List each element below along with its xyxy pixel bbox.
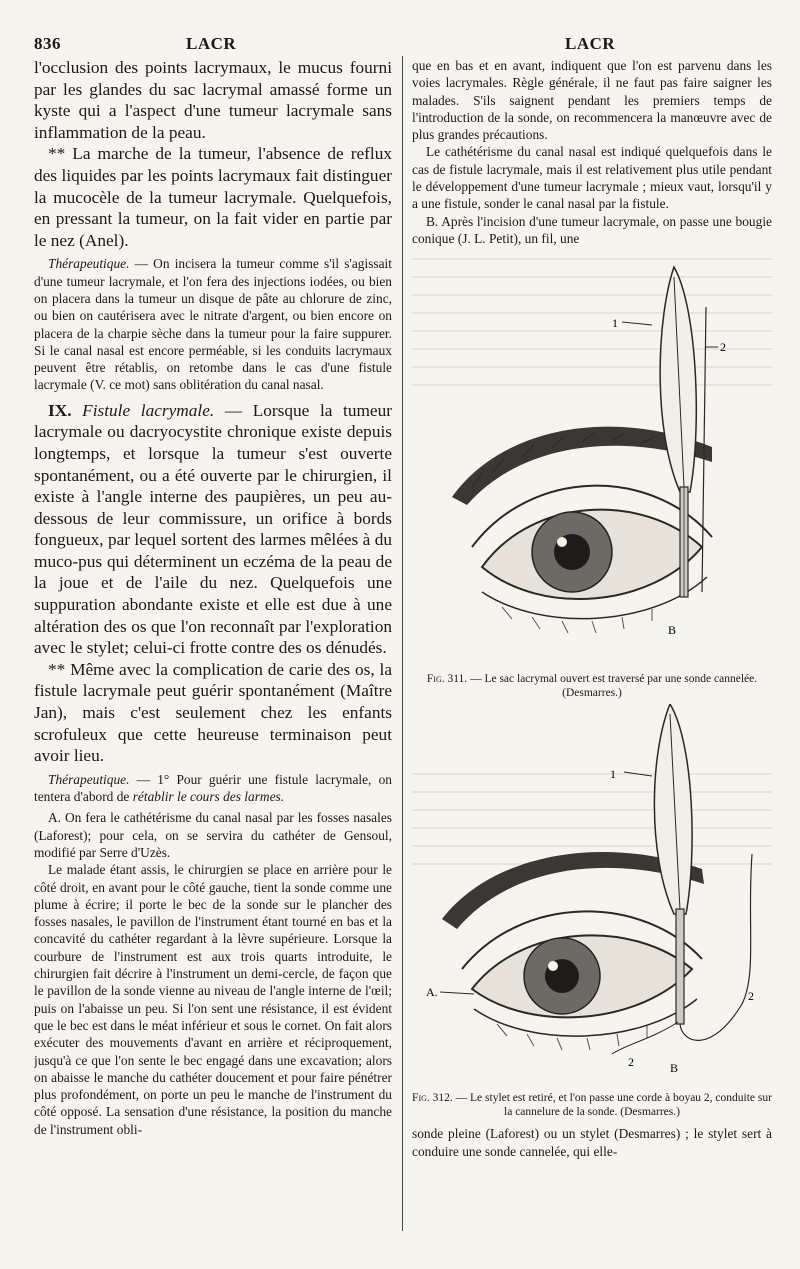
section-title: Fistule lacrymale. <box>82 400 215 420</box>
fig-label: B <box>670 1061 679 1076</box>
eye-illustration-312 <box>412 704 772 1084</box>
paragraph: que en bas et en avant, indiquent que l'on est parvenu dans les voies lacrymales. Règle générale, il ne faut pas faire saigner les malades. S'ils saignent pendant les premiers temps de l'introduction de la sonde, on recommencera la manœuvre avec de plus grandes précautions. <box>412 58 772 143</box>
left-column <box>34 57 392 1232</box>
paragraph: ** La marche de la tumeur, l'absence de reflux des liquides par les points lacrymaux fait distinguer la mucocèle de la tumeur lacrymale. Quelquefois, en pressant la tumeur, on la fait vider en partie par le nez (Anel). <box>34 144 392 250</box>
paragraph: sonde pleine (Laforest) ou un stylet (Desmarres) ; le stylet sert à conduire une sonde cannelée, qui elle- <box>412 1126 772 1159</box>
figure-caption-312: Fig. 312. — Le stylet est retiré, et l'on passe une corde à boyau 2, conduite sur la cannelure de la sonde. (Desmarres.) <box>412 1092 772 1119</box>
section-heading-paragraph: IX. Fistule lacrymale. — Lorsque la tumeur lacrymale ou dacryocystite chronique existe depuis longtemps, et lorsque la tumeur s'est ouverte spontanément, ou a été ouverte par le chirurgien, il existe à l'angle interne des paupières, un peu au-dessous de leur commissure, un orifice à bords fongueux, par lequel sortent des larmes mêlées à du muco-pus qui déterminent un eczéma de la peau de la joue et de l'aile du nez. Quelquefois une suppuration abondante existe et elle est due à une altération des os que l'on reconnaît par l'exploration avec le stylet; celui-ci frotte contre des os dénudés. <box>34 400 392 658</box>
section-number: IX. <box>48 400 72 420</box>
paragraph: ** Même avec la complication de carie des os, la fistule lacrymale peut guérir spontanément (Maître Jan), mais c'est seulement chez les enfants scrofuleux que cette heureuse terminaison peut avoir lieu. <box>34 659 392 766</box>
column-rule <box>402 56 403 1231</box>
eye-illustration-311 <box>412 247 772 665</box>
fig-label: A. <box>426 985 438 1000</box>
figure-caption-311: Fig. 311. — Le sac lacrymal ouvert est traversé par une sonde cannelée. (Desmarres.) <box>426 673 758 700</box>
fig-label: B <box>668 623 677 638</box>
paragraph: l'occlusion des points lacrymaux, le mucus fourni par les glandes du sac lacrymal amassé forme un kyste qui a l'aspect d'une tumeur lacrymale sans inflammation de la peau. <box>34 58 392 142</box>
label-therapeutique: Thérapeutique. <box>48 256 130 272</box>
figure-311 <box>412 247 772 700</box>
fig-label: 2 <box>748 989 754 1004</box>
fig-label: 1 <box>612 316 618 331</box>
fig-label: 1 <box>610 767 616 782</box>
running-head-right: LACR <box>565 34 616 53</box>
label-therapeutique: Thérapeutique. <box>48 771 130 787</box>
fig-label: 2 <box>628 1055 634 1070</box>
page-number: 836 <box>34 34 61 53</box>
paragraph: Le cathétérisme du canal nasal est indiqué quelquefois dans le cas de fistule lacrymale, mais il est relativement plus utile pendant le développement d'une tumeur lacrymale ; mieux vaut, lorsqu'il y a une fistule, sonder le canal nasal par la fistule. <box>412 144 772 212</box>
page-header <box>0 34 800 58</box>
paragraph: B. Après l'incision d'une tumeur lacrymale, on passe une bougie conique (J. L. Petit), un fil, une <box>412 213 772 246</box>
paragraph: Thérapeutique. — On incisera la tumeur comme s'il s'agissait d'une tumeur lacrymale, et l'on fera des injections iodées, ou bien on placera dans la tumeur un disque de pâte au chlorure de zinc, ou bien on cautérisera avec le nitrate d'argent, ou bien encore on placera de la charpie sèche dans la tumeur pour la faire suppurer. Si le canal nasal est encore perméable, si les conduits lacrymaux peuvent être rétablis, on retombe dans le cas d'une fistule lacrymale (V. ce mot) sans oblitération du canal nasal. <box>34 256 392 393</box>
paragraph: Le malade étant assis, le chirurgien se place en arrière pour le côté droit, en avant pour le côté gauche, tient la sonde comme une plume à écrire; il porte le bec de la sonde sur le plancher des fosses nasales, le pavillon de l'instrument étant tourné en bas et la concavité du cathéter regardant à la lèvre supérieure. Lorsque la courbure de l'instrument est aux trois quarts introduite, le chirurgien fait décrire à l'instrument un demi-cercle, de façon que le pavillon de la sonde vienne au niveau de l'angle interne de l'œil; puis on l'abaisse un peu. Si l'on sent une résistance, il est évident que le bec est dans le méat inférieur et sous le cornet. On fait alors exécuter des mouvements d'avant en arrière et réciproquement, jusqu'à ce que l'on sente le bec engagé dans une excavation; alors on abaisse le manche du cathéter doucement et pour faire pénétrer plus profondément, on porte un peu le manche de l'instrument du côté opposé. La sensation d'une résistance, la position du manche de l'instrument obli- <box>34 862 392 1137</box>
fig-label: 2 <box>720 340 726 355</box>
paragraph: Thérapeutique. — 1° Pour guérir une fistule lacrymale, on tentera d'abord de rétablir le cours des larmes. <box>34 771 392 805</box>
right-column <box>412 57 772 1232</box>
paragraph: A. On fera le cathétérisme du canal nasal par les fosses nasales (Laforest); pour cela, on se servira du cathéter de Gensoul, modifié par Serre d'Uzès. <box>34 810 392 860</box>
running-head-left: LACR <box>186 34 237 53</box>
figure-312 <box>412 704 772 1119</box>
